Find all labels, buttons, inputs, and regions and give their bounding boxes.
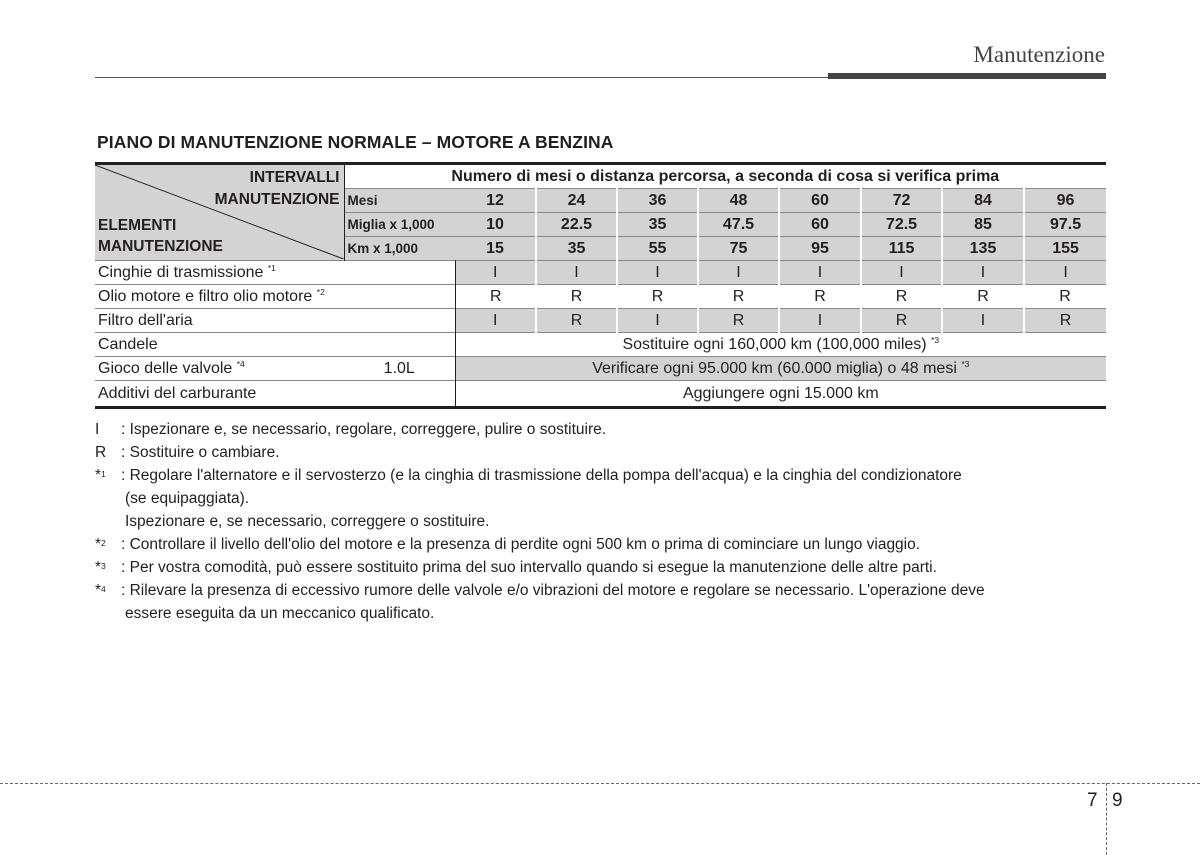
interval-value: 35 [536,237,617,261]
footnote-item [95,533,1106,556]
page-title: PIANO DI MANUTENZIONE NORMALE – MOTORE A BENZINA [97,132,614,152]
footnote-text: (se equipaggiata). [125,490,250,507]
item-value: R [536,285,617,309]
footnote-mark: *3 [931,334,940,345]
footnotes [95,418,1106,625]
item-value: I [536,261,617,285]
footnote-marker: *$^4$ [95,582,106,599]
item-value: I [1024,261,1106,285]
item-value: R [1024,309,1106,333]
corner-elements-label-2: MANUTENZIONE [98,238,223,255]
item-value: R [861,285,942,309]
item-label: Gioco delle valvole [98,359,233,377]
item-value: I [617,261,698,285]
table-row [95,261,1106,285]
item-value: I [942,261,1024,285]
footnote-mark: *4 [236,358,245,369]
page-footer-divider [1106,783,1107,855]
interval-value: 10 [455,213,536,237]
item-value: R [698,309,779,333]
instruction-text: Verificare ogni 95.000 km (60.000 miglia) o 48 mesi [592,359,957,377]
item-value: R [455,285,536,309]
interval-value: 115 [861,237,942,261]
item-value: I [455,309,536,333]
item-label: Filtro dell'aria [98,311,193,329]
footnote-text: : Ispezionare e, se necessario, regolare, correggere, pulire o sostituire. [121,421,607,438]
item-instruction [455,333,1106,357]
table-row [95,309,1106,333]
page-footer-rule [0,783,1200,784]
corner-intervals-label: INTERVALLI [249,169,340,186]
item-value: I [617,309,698,333]
footnote-item [95,464,1106,533]
footnote-text: : Sostituire o cambiare. [121,444,280,461]
interval-value: 155 [1024,237,1106,261]
item-label: Cinghie di trasmissione [98,263,264,281]
engine-spec: 1.0L [344,357,455,381]
item-value: R [1024,285,1106,309]
item-value: I [942,309,1024,333]
corner-maintenance-label: MANUTENZIONE [214,191,340,208]
unit-label: Km x 1,000 [344,237,455,261]
maintenance-schedule-table [95,162,1106,409]
footnote-item [95,418,1106,441]
footnote-text: Ispezionare e, se necessario, correggere o sostituire. [125,513,490,530]
chapter-number: 7 [1087,790,1098,811]
item-name [95,285,455,309]
footnote-marker: *$^1$ [95,467,106,484]
unit-label: Mesi [344,189,455,213]
interval-value: 96 [1024,189,1106,213]
instruction-text: Sostituire ogni 160,000 km (100,000 miles) [622,335,927,353]
item-value: I [779,309,861,333]
interval-value: 55 [617,237,698,261]
item-name: Additivi del carburante [95,381,455,408]
item-value: I [861,261,942,285]
item-value: I [779,261,861,285]
item-value: R [779,285,861,309]
footnote-text: : Controllare il livello dell'olio del motore e la presenza di perdite ogni 500 km o prima di cominciare un lungo viaggio. [121,536,921,553]
item-value: R [861,309,942,333]
corner-header [95,164,344,261]
interval-value: 15 [455,237,536,261]
table-row [95,381,1106,408]
header-rule-bar [828,73,1106,79]
item-value: R [942,285,1024,309]
interval-value: 72.5 [861,213,942,237]
footnote-text: essere eseguita da un meccanico qualificato. [125,605,435,622]
footnote-text: : Rilevare la presenza di eccessivo rumore delle valvole e/o vibrazioni del motore e regolare se necessario. L'operazione deve [121,582,985,599]
interval-value: 85 [942,213,1024,237]
interval-value: 95 [779,237,861,261]
interval-value: 12 [455,189,536,213]
footnote-mark: *2 [316,286,325,297]
item-instruction [455,357,1106,381]
interval-value: 84 [942,189,1024,213]
footnote-marker: *$^3$ [95,559,106,576]
footnote-item [95,579,1106,625]
footnote-marker: I [95,421,100,438]
page-number: 9 [1112,790,1123,811]
interval-value: 36 [617,189,698,213]
interval-value: 35 [617,213,698,237]
table-row [95,333,1106,357]
interval-value: 22.5 [536,213,617,237]
footnote-item [95,556,1106,579]
item-label: Olio motore e filtro olio motore [98,287,313,305]
item-name [95,261,455,285]
footnote-mark: *3 [961,358,970,369]
table-row [95,285,1106,309]
footnote-text: : Per vostra comodità, può essere sostituito prima del suo intervallo quando si esegue la manutenzione delle altre parti. [121,559,937,576]
item-name: Candele [95,333,455,357]
running-header-title: Manutenzione [973,42,1105,67]
interval-value: 75 [698,237,779,261]
interval-value: 48 [698,189,779,213]
item-name [95,357,344,381]
item-instruction: Aggiungere ogni 15.000 km [455,381,1106,408]
interval-value: 72 [861,189,942,213]
interval-value: 47.5 [698,213,779,237]
item-value: R [536,309,617,333]
item-value: I [455,261,536,285]
corner-elements-label: ELEMENTI [98,217,177,234]
item-name [95,309,455,333]
interval-value: 60 [779,213,861,237]
footnote-text: : Regolare l'alternatore e il servosterzo (e la cinghia di trasmissione della pompa dell'acqua) e la cinghia del condizionatore [121,467,962,484]
interval-value: 60 [779,189,861,213]
footnote-item [95,441,1106,464]
interval-value: 97.5 [1024,213,1106,237]
footnote-mark: *1 [267,262,276,273]
item-value: R [698,285,779,309]
footnote-marker: *$^2$ [95,536,106,553]
item-value: I [698,261,779,285]
item-value: R [617,285,698,309]
footnote-marker: R [95,444,107,461]
interval-value: 24 [536,189,617,213]
interval-value: 135 [942,237,1024,261]
unit-label: Miglia x 1,000 [344,213,455,237]
table-row [95,357,1106,381]
interval-header: Numero di mesi o distanza percorsa, a seconda di cosa si verifica prima [451,167,1000,185]
